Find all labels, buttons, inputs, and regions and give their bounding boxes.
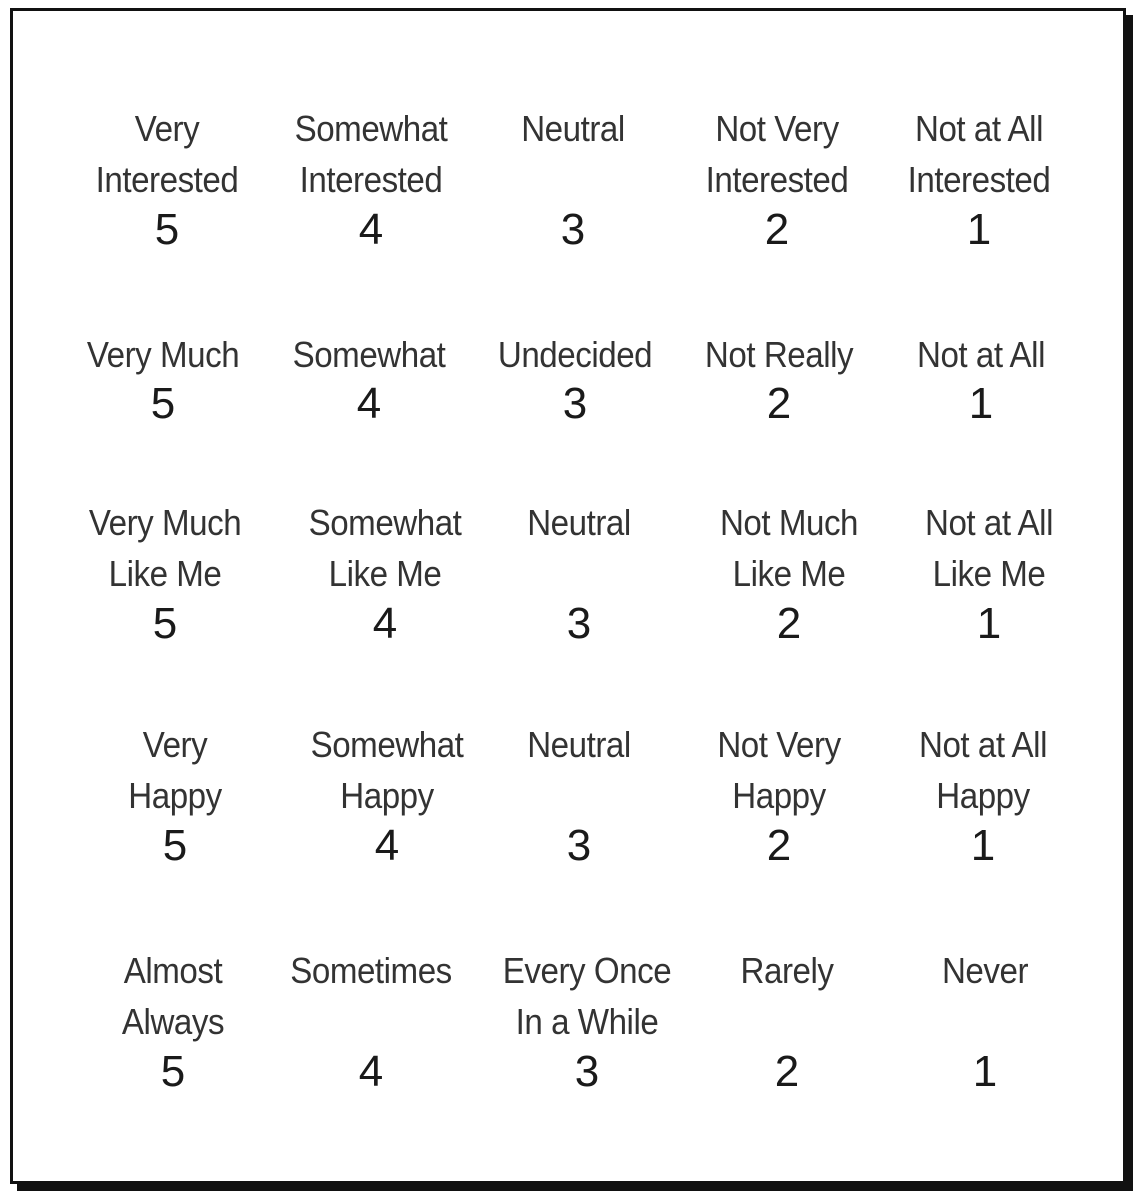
option-label: Not Really — [704, 334, 854, 375]
scale-option — [271, 945, 471, 1135]
scale-option — [285, 497, 485, 687]
scale-option — [475, 329, 675, 519]
option-value: 2 — [776, 599, 802, 648]
option-value: 1 — [972, 1047, 998, 1096]
option-value: 3 — [566, 821, 592, 870]
option-value: 2 — [766, 379, 792, 428]
option-value: 2 — [766, 821, 792, 870]
option-value: 1 — [976, 599, 1002, 648]
option-label: Very Happy — [128, 724, 222, 816]
option-label: Not at All Like Me — [925, 502, 1053, 594]
option-label: Very Interested — [95, 108, 239, 200]
option-label: Very Much — [86, 334, 240, 375]
scale-option — [67, 103, 267, 293]
option-value: 5 — [154, 205, 180, 254]
option-value: 2 — [774, 1047, 800, 1096]
option-value: 3 — [566, 599, 592, 648]
option-label: Never — [941, 950, 1029, 991]
option-label: Somewhat — [292, 334, 446, 375]
scale-option — [473, 103, 673, 293]
option-label: Neutral — [527, 502, 631, 543]
scale-option — [883, 719, 1083, 909]
frequency-scale — [13, 945, 1123, 1135]
scale-option — [479, 719, 679, 909]
option-label: Rarely — [740, 950, 834, 991]
option-label: Somewhat Interested — [294, 108, 448, 200]
option-value: 5 — [150, 379, 176, 428]
option-label: Somewhat Happy — [310, 724, 464, 816]
option-value: 4 — [358, 205, 384, 254]
scale-option — [63, 329, 263, 519]
scale-option — [487, 945, 687, 1135]
scale-option — [879, 103, 1079, 293]
option-label: Every Once In a While — [502, 950, 672, 1042]
option-value: 4 — [358, 1047, 384, 1096]
option-label: Somewhat Like Me — [308, 502, 462, 594]
scale-option — [271, 103, 471, 293]
scale-option — [679, 719, 879, 909]
interest-scale — [13, 103, 1123, 293]
option-value: 5 — [160, 1047, 186, 1096]
option-value: 4 — [372, 599, 398, 648]
option-value: 5 — [152, 599, 178, 648]
option-label: Not at All Happy — [919, 724, 1047, 816]
scale-option — [885, 945, 1085, 1135]
happiness-scale — [13, 719, 1123, 909]
option-value: 4 — [374, 821, 400, 870]
scale-option — [881, 329, 1081, 519]
option-label: Not at All — [917, 334, 1045, 375]
scale-option — [269, 329, 469, 519]
option-label: Undecided — [497, 334, 653, 375]
option-label: Not at All Interested — [907, 108, 1051, 200]
scale-option — [479, 497, 679, 687]
option-value: 4 — [356, 379, 382, 428]
option-value: 3 — [562, 379, 588, 428]
option-label: Not Very Happy — [717, 724, 841, 816]
option-label: Sometimes — [290, 950, 452, 991]
option-label: Not Very Interested — [705, 108, 849, 200]
option-value: 3 — [574, 1047, 600, 1096]
scale-option — [689, 497, 889, 687]
option-label: Almost Always — [121, 950, 225, 1042]
option-value: 1 — [966, 205, 992, 254]
option-label: Not Much Like Me — [719, 502, 859, 594]
scale-option — [73, 945, 273, 1135]
option-value: 2 — [764, 205, 790, 254]
option-value: 1 — [970, 821, 996, 870]
likert-scales-card — [10, 8, 1126, 1184]
agreement-scale — [13, 329, 1123, 519]
option-label: Very Much Like Me — [88, 502, 242, 594]
scale-option — [75, 719, 275, 909]
option-value: 3 — [560, 205, 586, 254]
option-label: Neutral — [527, 724, 631, 765]
scale-option — [687, 945, 887, 1135]
scale-option — [677, 103, 877, 293]
scale-option — [287, 719, 487, 909]
scale-option — [889, 497, 1089, 687]
option-value: 5 — [162, 821, 188, 870]
scale-option — [65, 497, 265, 687]
option-value: 1 — [968, 379, 994, 428]
option-label: Neutral — [521, 108, 625, 149]
like-me-scale — [13, 497, 1123, 687]
scale-option — [679, 329, 879, 519]
